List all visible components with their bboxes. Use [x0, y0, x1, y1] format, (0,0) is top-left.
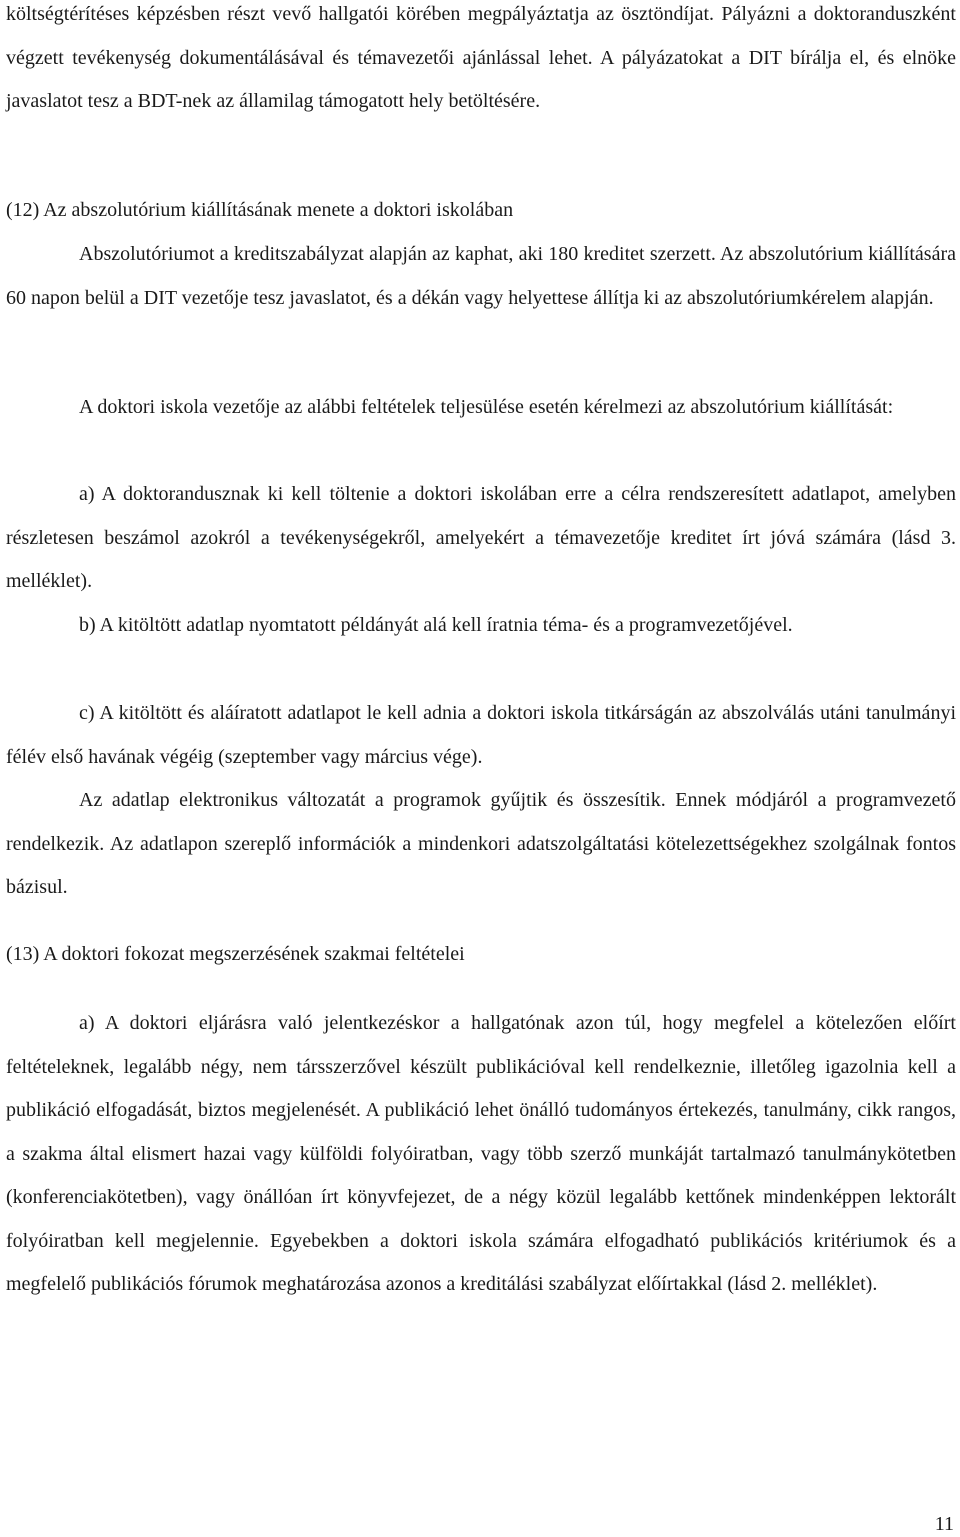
section-12-item-b: b) A kitöltött adatlap nyomtatott példányát alá kell íratnia téma- és a programvezetőjével.	[79, 614, 793, 636]
page-number: 11	[934, 1513, 954, 1535]
section-12-item-a: a) A doktorandusznak ki kell töltenie a doktori iskolában erre a célra rendszeresített adatlapot, amelyben részletesen beszámol azokról a tevékenységekről, amelyekért a témavezetője kreditet írt jóvá számára (lásd 3. melléklet).	[6, 483, 956, 592]
section-12-item-c: c) A kitöltött és aláíratott adatlapot le kell adnia a doktori iskola titkárságán az abszolválás utáni tanulmányi félév első havának végéig (szeptember vagy március vége).	[6, 702, 956, 768]
section-12-paragraph-1: Abszolutóriumot a kreditszabályzat alapján az kaphat, aki 180 kreditet szerzett. Az abszolutórium kiállítására 60 napon belül a DIT vezetője tesz javaslatot, és a dékán vagy helyettese állítja ki az abszolutóriumkérelem alapján.	[6, 243, 956, 309]
section-12-closing-paragraph: Az adatlap elektronikus változatát a programok gyűjtik és összesítik. Ennek módjáról a programvezető rendelkezik. Az adatlapon szereplő információk a mindenkori adatszolgáltatási kötelezettségekhez szolgálnak fontos bázisul.	[6, 789, 956, 898]
section-12-paragraph-2: A doktori iskola vezetője az alábbi feltételek teljesülése esetén kérelmezi az abszolutórium kiállítását:	[79, 396, 894, 418]
section-13-heading: (13) A doktori fokozat megszerzésének szakmai feltételei	[6, 943, 465, 965]
section-13-item-a: a) A doktori eljárásra való jelentkezéskor a hallgatónak azon túl, hogy megfelel a kötelezően előírt feltételeknek, legalább négy, nem társszerzővel készült publikációval kell rendelkeznie, illetőleg igazolnia kell a publikáció elfogadását, biztos megjelenését. A publikáció lehet önálló tudományos értekezés, tanulmány, cikk rangos, a szakma által elismert hazai vagy külföldi folyóiratban, vagy több szerző munkáját tartalmazó tanulmánykötetben (konferenciakötetben), vagy önállóan írt könyvfejezet, de a négy közül legalább kettőnek mindenképpen lektorált folyóiratban kell megjelennie. Egyebekben a doktori iskola számára elfogadható publikációs kritériumok és a megfelelő publikációs fórumok meghatározása azonos a kreditálási szabályzat előírtakkal (lásd 2. melléklet).	[6, 1012, 956, 1295]
section-12-heading: (12) Az abszolutórium kiállításának menete a doktori iskolában	[6, 199, 514, 221]
intro-paragraph: költségtérítéses képzésben részt vevő hallgatói körében megpályáztatja az ösztöndíjat. Pályázni a doktoranduszként végzett tevékenység dokumentálásával és témavezetői ajánlással lehet. A pályázatokat a DIT bírálja el, és elnöke javaslatot tesz a BDT-nek az államilag támogatott hely betöltésére.	[6, 3, 956, 112]
